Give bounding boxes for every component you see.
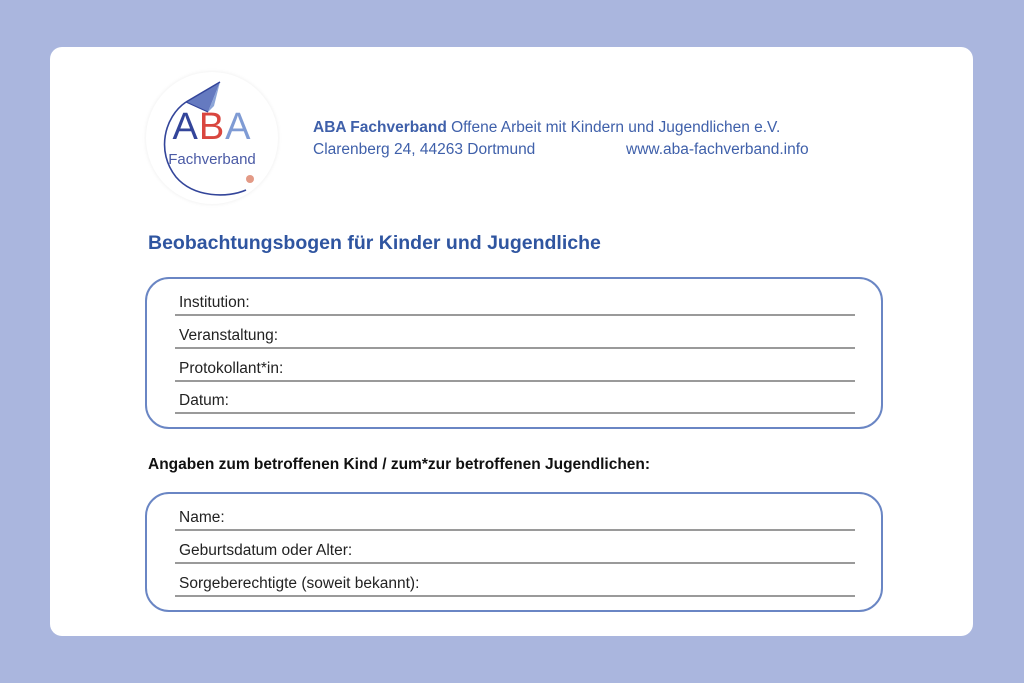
field-protokollant[interactable] (175, 349, 855, 382)
protokollant-input[interactable] (175, 349, 855, 380)
field-veranstaltung[interactable] (175, 316, 855, 349)
guardians-input[interactable] (175, 564, 855, 595)
field-datum[interactable] (175, 381, 855, 414)
organization-header (313, 117, 833, 161)
event-info-box (145, 277, 883, 429)
field-label: Institution: (179, 294, 250, 311)
field-birthdate[interactable] (175, 531, 855, 564)
field-label: Protokollant*in: (179, 360, 284, 377)
logo-subtitle: Fachverband (168, 151, 256, 168)
aba-logo (146, 72, 278, 204)
name-input[interactable] (175, 498, 855, 529)
logo-abbreviation: ABA (172, 106, 252, 148)
organization-name-rest: Offene Arbeit mit Kindern und Jugendlichen e.V. (446, 119, 781, 136)
field-label: Name: (179, 509, 225, 526)
field-label: Veranstaltung: (179, 327, 279, 344)
child-info-box (145, 492, 883, 612)
organization-name-bold: ABA Fachverband (313, 119, 447, 136)
document-title: Beobachtungsbogen für Kinder und Jugendliche (148, 232, 601, 254)
field-institution[interactable] (175, 283, 855, 316)
datum-input[interactable] (175, 381, 855, 412)
field-name[interactable] (175, 498, 855, 531)
field-label: Datum: (179, 392, 229, 409)
organization-website[interactable]: www.aba-fachverband.info (626, 141, 809, 158)
organization-name (313, 117, 833, 139)
child-info-heading: Angaben zum betroffenen Kind / zum*zur betroffenen Jugendlichen: (148, 456, 651, 473)
institution-input[interactable] (175, 283, 855, 314)
field-label: Geburtsdatum oder Alter: (179, 542, 353, 559)
veranstaltung-input[interactable] (175, 316, 855, 347)
organization-address: Clarenberg 24, 44263 Dortmund (313, 141, 536, 158)
field-label: Sorgeberechtigte (soweit bekannt): (179, 575, 420, 592)
field-guardians[interactable] (175, 564, 855, 597)
birthdate-input[interactable] (175, 531, 855, 562)
